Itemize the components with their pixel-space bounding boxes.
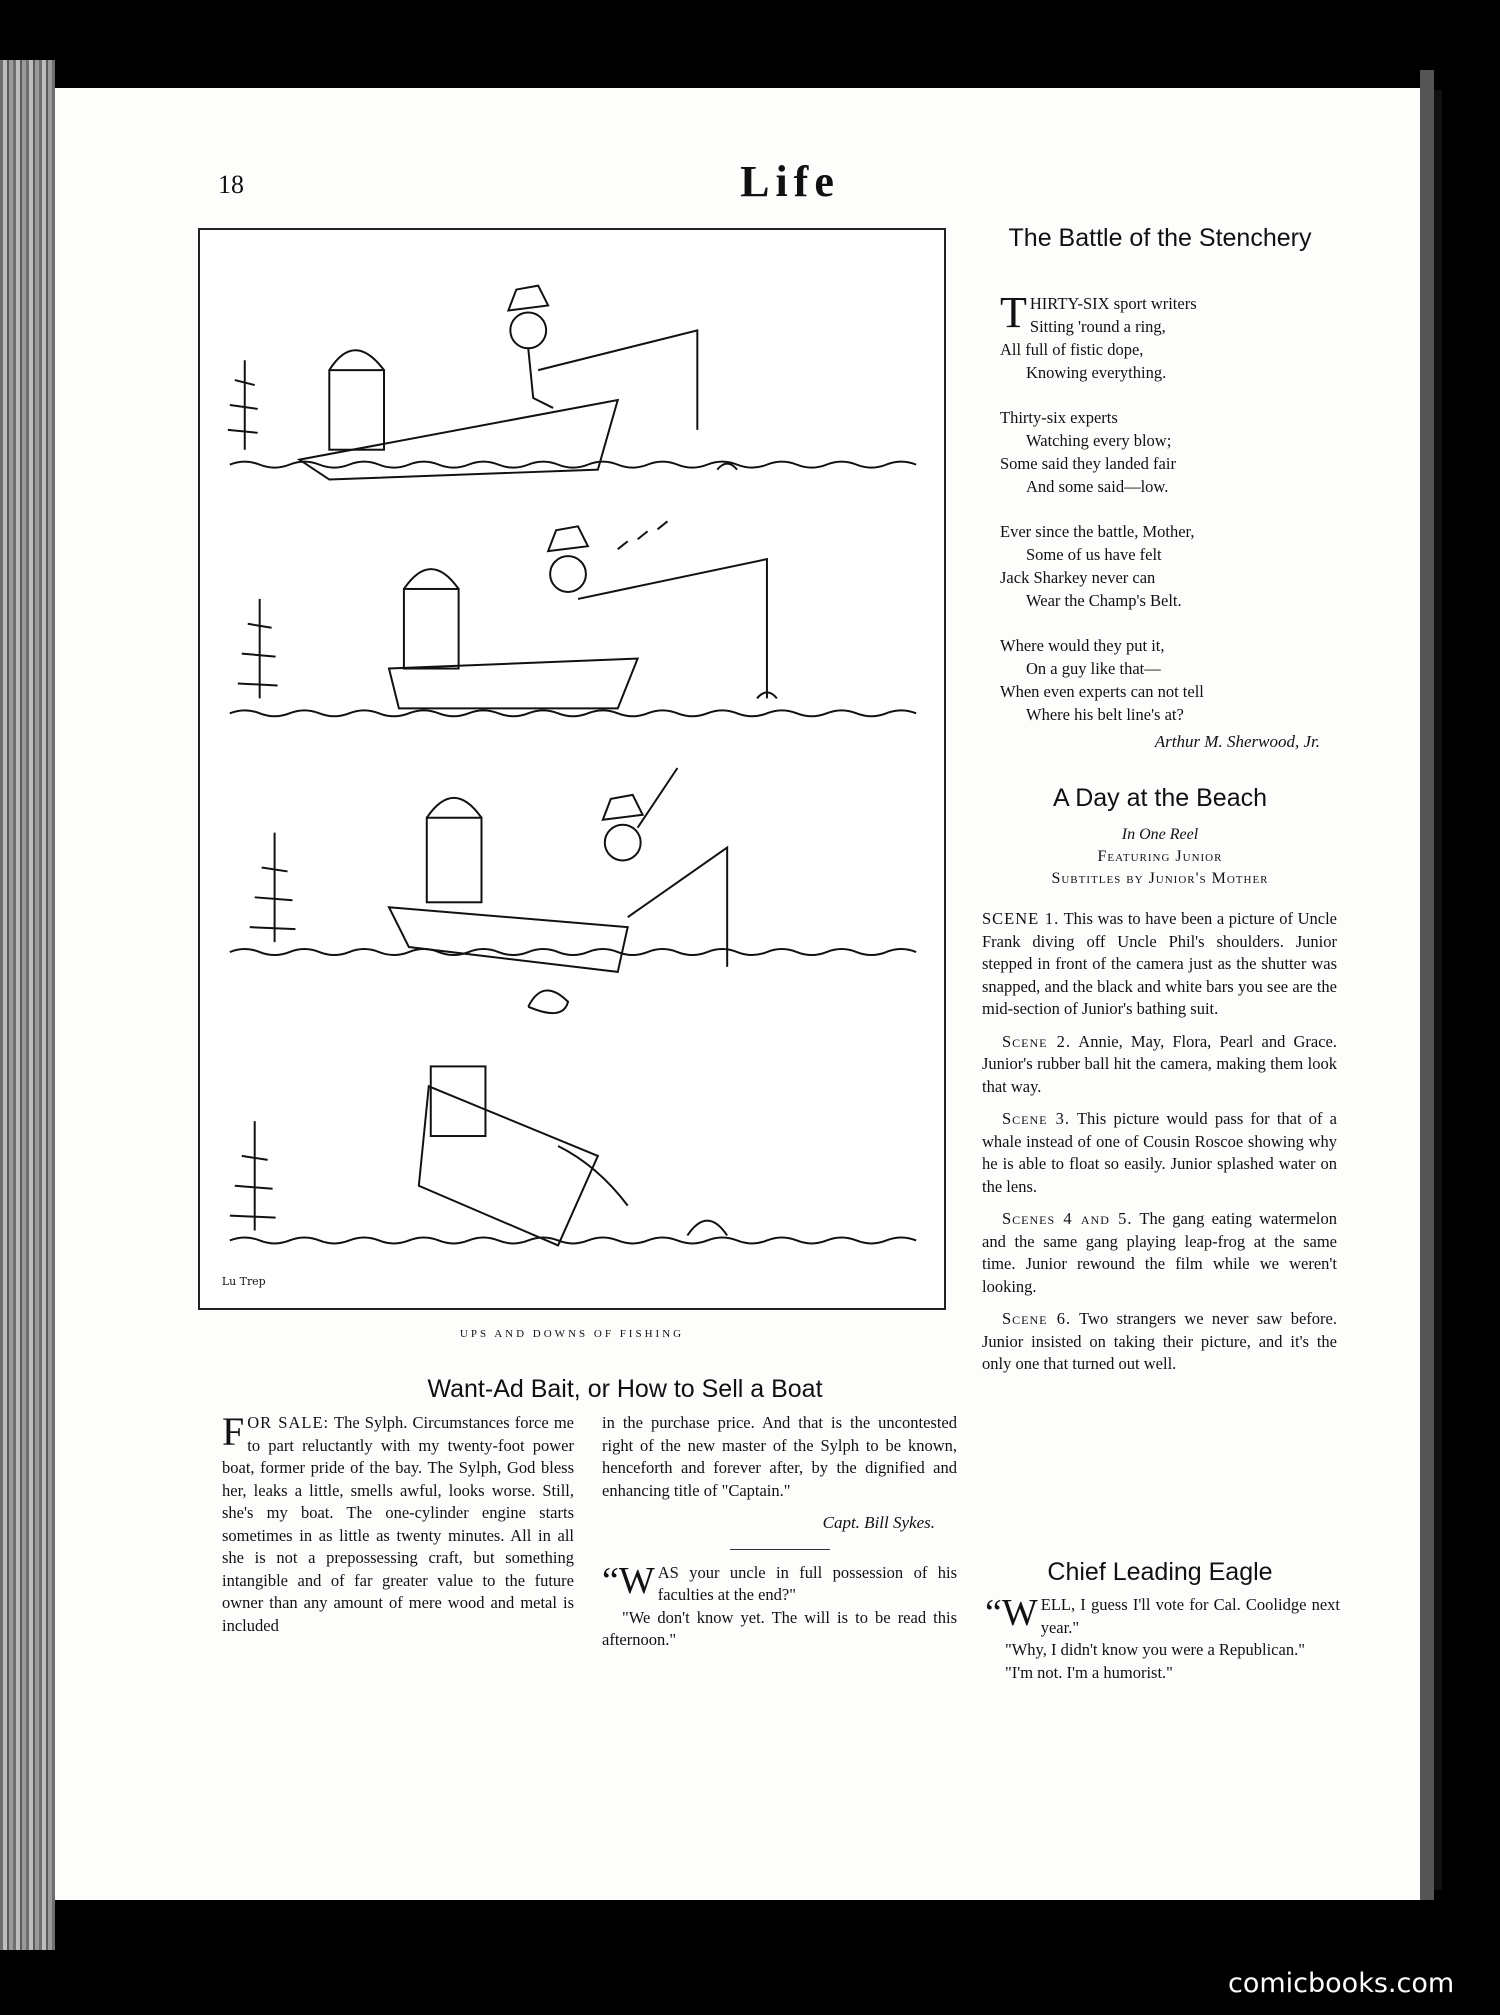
- wantad-title: Want-Ad Bait, or How to Sell a Boat: [427, 1375, 823, 1403]
- chief-text: ELL, I guess I'll vote for Cal. Coolidge next year.": [1040, 1595, 1340, 1637]
- wantad-body-2: in the purchase price. And that is the uncontested right of the new master of the Sylph to be known, henceforth and forever after, by the dignified and enhancing title of "Captain.": [602, 1413, 957, 1500]
- wantad-lead: OR SALE:: [247, 1413, 330, 1432]
- scene-paragraph: [982, 908, 1337, 1021]
- wantad-body-1: The Sylph. Circumstances force me to part reluctantly with my twenty-foot power boat, former pride of the bay. The Sylph, God bless her, leaks a little, smells awful, looks worse. Still, she's my boat. The one-cylinder engine starts sometimes in as little as twenty minutes. All in all she is not a prepossessing craft, but something intangible and of far greater value to the future owner than any amount of mere wood and metal is included: [222, 1413, 574, 1635]
- beach-headings: [975, 824, 1345, 890]
- panel-3: [230, 768, 916, 972]
- scene-text: Annie, May, Flora, Pearl and Grace. Junior's rubber ball hit the camera, making them look that way.: [982, 1031, 1337, 1096]
- fishing-cartoon-illustration: [200, 230, 944, 1308]
- battle-author: Arthur M. Sherwood, Jr.: [1154, 732, 1320, 751]
- page-edge: [1420, 70, 1434, 1900]
- book-binding: [0, 60, 55, 1950]
- panel-2: [230, 521, 916, 716]
- verse-line: On a guy like that—: [1026, 659, 1161, 678]
- verse-line: All full of fistic dope,: [1000, 340, 1144, 359]
- chief-title: Chief Leading Eagle: [1047, 1558, 1273, 1586]
- artist-signature: Lu Trep: [221, 1275, 266, 1289]
- beach-featuring: Featuring Junior: [1097, 848, 1223, 865]
- joke-answer: "We don't know yet. The will is to be read this afternoon.": [602, 1607, 957, 1649]
- verse-line: Where would they put it,: [1000, 636, 1165, 655]
- scene-label: SCENE 1.: [982, 909, 1060, 928]
- page-edge-shadow: [1434, 90, 1442, 1890]
- uncle-joke: [602, 1559, 957, 1652]
- cartoon-caption: UPS AND DOWNS OF FISHING: [459, 1328, 685, 1340]
- chief-joke: [985, 1594, 1340, 1684]
- scene-paragraph: [982, 1108, 1337, 1198]
- scene-text: The gang eating watermelon and the same gang playing leap-frog at the same time. Junior rewound the film while we weren't looking.: [982, 1209, 1337, 1296]
- battle-poem: [1000, 288, 1320, 753]
- scene-paragraph: [982, 1308, 1337, 1376]
- battle-dropcap: T: [1000, 288, 1027, 337]
- verse-line: Thirty-six experts: [1000, 408, 1118, 427]
- chief-line-3: "I'm not. I'm a humorist.": [1005, 1662, 1173, 1682]
- stanza-2: [1000, 406, 1320, 498]
- chief-dropcap: “W: [985, 1592, 1038, 1634]
- panel-4: [230, 990, 916, 1245]
- scene-text: Two strangers we never saw before. Junior insisted on taking their picture, and it's the only one that turned out well.: [982, 1309, 1337, 1373]
- verse-line: When even experts can not tell: [1000, 682, 1204, 701]
- cartoon-panel: [198, 228, 946, 1310]
- beach-subtitle: In One Reel: [1121, 826, 1199, 843]
- wantad-column-1: [222, 1409, 574, 1637]
- beach-scenes: [982, 908, 1337, 1386]
- chief-line-1: [985, 1594, 1340, 1639]
- verse-line: Jack Sharkey never can: [1000, 568, 1156, 587]
- wantad-author: Capt. Bill Sykes.: [822, 1513, 935, 1532]
- masthead: Life: [740, 157, 840, 206]
- stanza-1: [1000, 288, 1320, 384]
- page-number: 18: [218, 170, 244, 199]
- verse-line: Watching every blow;: [1026, 431, 1172, 450]
- verse-line: Sitting 'round a ring,: [1029, 317, 1166, 336]
- site-watermark: comicbooks.com: [1228, 1968, 1455, 1999]
- verse-line: HIRTY-SIX sport writers: [1029, 294, 1197, 313]
- scene-label: Scene 3.: [1002, 1109, 1071, 1128]
- beach-title: A Day at the Beach: [1052, 784, 1268, 812]
- scene-label: Scene 6.: [1002, 1309, 1072, 1328]
- scene-text: This was to have been a picture of Uncle Frank diving off Uncle Phil's shoulders. Junior stepped in front of the camera just as the shutter was snapped, and the black and white bars you see are the mid-section of Junior's bathing suit.: [982, 909, 1337, 1018]
- scene-label: Scenes 4 and 5.: [1002, 1209, 1133, 1228]
- verse-line: Knowing everything.: [1026, 363, 1167, 382]
- divider-rule: [730, 1549, 830, 1550]
- verse-line: Where his belt line's at?: [1026, 705, 1184, 724]
- scene-text: This picture would pass for that of a whale instead of one of Cousin Roscoe showing why he is able to float so easily. Junior splashed water on the lens.: [982, 1109, 1337, 1196]
- verse-line: Wear the Champ's Belt.: [1026, 591, 1182, 610]
- chief-line-2: "Why, I didn't know you were a Republican.": [1005, 1640, 1305, 1659]
- scene-paragraph: [982, 1031, 1337, 1099]
- battle-title: The Battle of the Stenchery: [1008, 224, 1312, 252]
- verse-line: Some of us have felt: [1026, 545, 1162, 564]
- wantad-dropcap: F: [222, 1409, 245, 1454]
- panel-1: [228, 286, 916, 480]
- scene-paragraph: [982, 1208, 1337, 1298]
- beach-subtitles-by: Subtitles by Junior's Mother: [1051, 870, 1269, 887]
- joke-dropcap: “W: [602, 1559, 655, 1602]
- stanza-3: [1000, 520, 1320, 612]
- stanza-4: [1000, 634, 1320, 726]
- verse-line: And some said—low.: [1026, 477, 1169, 496]
- joke-question: AS your uncle in full possession of his faculties at the end?": [657, 1562, 957, 1604]
- scene-label: Scene 2.: [1002, 1031, 1072, 1051]
- verse-line: Ever since the battle, Mother,: [1000, 522, 1195, 541]
- wantad-column-2: [602, 1412, 957, 1652]
- verse-line: Some said they landed fair: [1000, 454, 1176, 473]
